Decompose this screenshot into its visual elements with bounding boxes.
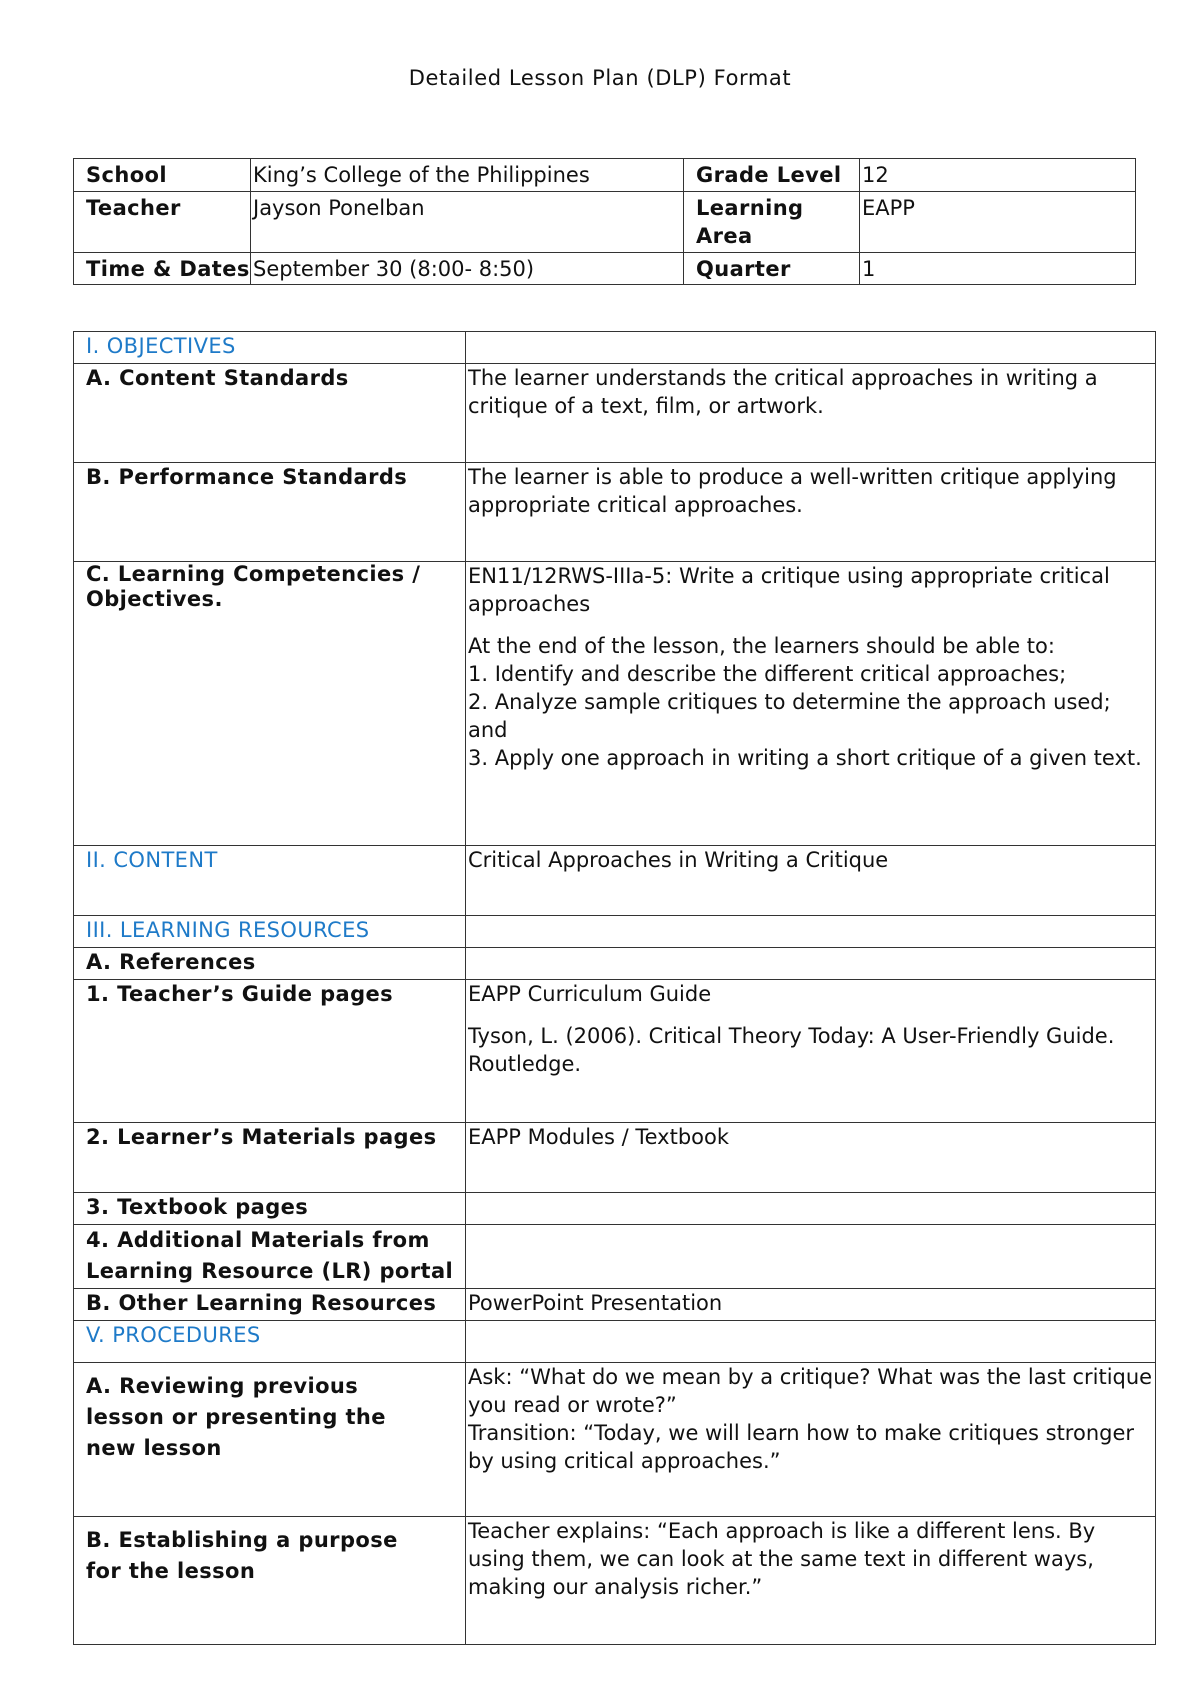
area-value: EAPP (860, 192, 1136, 253)
content-standards-label: A. Content Standards (74, 364, 466, 463)
quarter-label: Quarter (684, 253, 860, 285)
info-table (73, 158, 1136, 285)
competency-code: EN11/12RWS-IIIa-5: Write a critique using appropriate critical approaches (468, 564, 1110, 616)
grade-value: 12 (860, 159, 1136, 192)
time-value: September 30 (8:00- 8:50) (251, 253, 684, 285)
competency-intro: At the end of the lesson, the learners should be able to: (468, 634, 1055, 658)
textbook-pages-label: 3. Textbook pages (74, 1193, 466, 1225)
other-resources-value: PowerPoint Presentation (466, 1289, 1156, 1321)
review-lesson-label: A. Reviewing previous lesson or presenting the new lesson (74, 1363, 466, 1517)
objective-3: 3. Apply one approach in writing a short critique of a given text. (468, 746, 1142, 770)
procedures-heading: V. PROCEDURES (74, 1321, 466, 1363)
purpose-value: Teacher explains: “Each approach is like a different lens. By using them, we can look at the same text in different ways, making our analysis richer.” (466, 1517, 1156, 1645)
content-standards-value: The learner understands the critical approaches in writing a critique of a text, film, or artwork. (466, 364, 1156, 463)
performance-standards-label: B. Performance Standards (74, 463, 466, 562)
time-label: Time & Dates (74, 253, 251, 285)
teachers-guide-label: 1. Teacher’s Guide pages (74, 980, 466, 1123)
learning-resources-heading: III. LEARNING RESOURCES (74, 916, 466, 948)
objective-1: 1. Identify and describe the different critical approaches; (468, 662, 1067, 686)
quarter-value: 1 (860, 253, 1136, 285)
document-title: Detailed Lesson Plan (DLP) Format (408, 66, 792, 90)
references-label: A. References (74, 948, 466, 980)
content-heading: II. CONTENT (74, 846, 466, 916)
learners-materials-value: EAPP Modules / Textbook (466, 1123, 1156, 1193)
grade-label: Grade Level (684, 159, 860, 192)
competencies-label: C. Learning Competencies / Objectives. (74, 562, 466, 846)
additional-materials-label: 4. Additional Materials from Learning Resource (LR) portal (74, 1225, 466, 1289)
teacher-label: Teacher (74, 192, 251, 253)
content-value: Critical Approaches in Writing a Critique (466, 846, 1156, 916)
teachers-guide-cell (466, 980, 1156, 1123)
teacher-value: Jayson Ponelban (251, 192, 684, 253)
purpose-label: B. Establishing a purpose for the lesson (74, 1517, 466, 1645)
objectives-heading: I. OBJECTIVES (74, 332, 466, 364)
teachers-guide-item-1: EAPP Curriculum Guide (468, 982, 712, 1006)
school-value: King’s College of the Philippines (251, 159, 684, 192)
review-transition: Transition: “Today, we will learn how to make critiques stronger by using critical approaches.” (468, 1421, 1135, 1473)
review-lesson-cell (466, 1363, 1156, 1517)
review-ask: Ask: “What do we mean by a critique? What was the last critique you read or wrote?” (468, 1365, 1153, 1417)
school-label: School (74, 159, 251, 192)
learners-materials-label: 2. Learner’s Materials pages (74, 1123, 466, 1193)
performance-standards-value: The learner is able to produce a well-written critique applying appropriate critical approaches. (466, 463, 1156, 562)
lesson-plan-table (73, 331, 1156, 1645)
competencies-cell (466, 562, 1156, 846)
teachers-guide-item-2: Tyson, L. (2006). Critical Theory Today: A User-Friendly Guide. Routledge. (468, 1024, 1115, 1076)
objective-2: 2. Analyze sample critiques to determine the approach used; and (468, 690, 1111, 742)
other-resources-label: B. Other Learning Resources (74, 1289, 466, 1321)
area-label: Learning Area (684, 192, 860, 253)
